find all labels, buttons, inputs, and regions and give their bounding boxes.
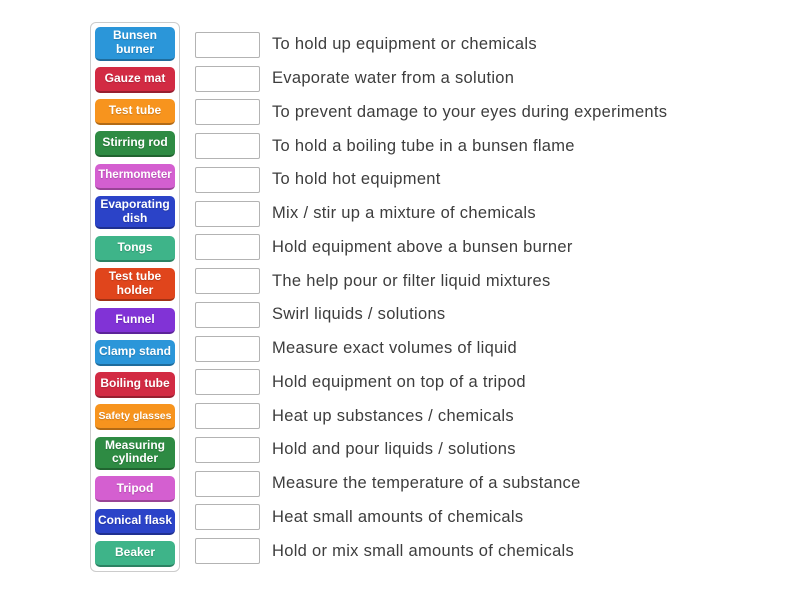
definition-row bbox=[195, 399, 667, 433]
definition-row bbox=[195, 433, 667, 467]
definition-row bbox=[195, 62, 667, 96]
definition-row bbox=[195, 366, 667, 400]
answer-slot[interactable] bbox=[195, 504, 260, 530]
keyword-tile-tripod[interactable] bbox=[95, 476, 175, 502]
definition-text: Hold equipment on top of a tripod bbox=[272, 372, 526, 391]
keyword-label: Safety glasses bbox=[98, 410, 172, 423]
answer-slot[interactable] bbox=[195, 336, 260, 362]
keyword-tile-clamp-stand[interactable] bbox=[95, 340, 175, 366]
keyword-tile-test-tube[interactable] bbox=[95, 99, 175, 125]
keyword-label: Test tube bbox=[108, 103, 162, 118]
definition-text: To hold hot equipment bbox=[272, 170, 441, 189]
keyword-tile-measuring-cylinder[interactable] bbox=[95, 437, 175, 471]
definition-text: To hold up equipment or chemicals bbox=[272, 35, 537, 54]
definition-text: Evaporate water from a solution bbox=[272, 69, 515, 88]
definition-row bbox=[195, 163, 667, 197]
answer-slot[interactable] bbox=[195, 268, 260, 294]
definition-text: To hold a boiling tube in a bunsen flame bbox=[272, 136, 575, 155]
keyword-tile-funnel[interactable] bbox=[95, 308, 175, 334]
definition-row bbox=[195, 28, 667, 62]
keyword-label: Test tube holder bbox=[108, 268, 162, 297]
keyword-tile-gauze-mat[interactable] bbox=[95, 67, 175, 93]
answer-slot[interactable] bbox=[195, 403, 260, 429]
keyword-label: Bunsen burner bbox=[112, 28, 157, 56]
keyword-tile-thermometer[interactable] bbox=[95, 164, 175, 190]
definition-row bbox=[195, 129, 667, 163]
answer-slot[interactable] bbox=[195, 201, 260, 227]
keyword-tile-evaporating-dish[interactable] bbox=[95, 196, 175, 230]
definition-text: Heat small amounts of chemicals bbox=[272, 507, 524, 526]
answer-slot[interactable] bbox=[195, 234, 260, 260]
keyword-label: Stirring rod bbox=[102, 135, 168, 150]
definition-row bbox=[195, 96, 667, 130]
answer-slot[interactable] bbox=[195, 32, 260, 58]
definition-row bbox=[195, 197, 667, 231]
definition-text: Measure exact volumes of liquid bbox=[272, 339, 517, 358]
keyword-tile-test-tube-holder[interactable] bbox=[95, 268, 175, 302]
keyword-label: Clamp stand bbox=[98, 343, 171, 358]
answer-slot[interactable] bbox=[195, 369, 260, 395]
definition-text: Mix / stir up a mixture of chemicals bbox=[272, 204, 536, 223]
keyword-label: Tripod bbox=[116, 480, 154, 495]
keyword-tile-bunsen-burner[interactable] bbox=[95, 27, 175, 61]
keyword-label: Funnel bbox=[115, 311, 155, 326]
definition-row bbox=[195, 298, 667, 332]
keyword-label: Gauze mat bbox=[104, 70, 166, 85]
answer-slot[interactable] bbox=[195, 437, 260, 463]
keyword-tile-safety-glasses[interactable] bbox=[95, 404, 175, 430]
definition-row bbox=[195, 264, 667, 298]
definition-text: Hold equipment above a bunsen burner bbox=[272, 237, 573, 256]
keyword-label: Measuring cylinder bbox=[104, 437, 165, 466]
keyword-tile-boiling-tube[interactable] bbox=[95, 372, 175, 398]
keyword-label: Conical flask bbox=[97, 512, 173, 527]
answer-slot[interactable] bbox=[195, 302, 260, 328]
keyword-label: Boiling tube bbox=[100, 376, 170, 391]
definition-row bbox=[195, 534, 667, 568]
definitions-list bbox=[195, 28, 667, 568]
definition-row bbox=[195, 467, 667, 501]
definition-text: Hold and pour liquids / solutions bbox=[272, 440, 516, 459]
keyword-label: Tongs bbox=[117, 239, 153, 254]
answer-slot[interactable] bbox=[195, 133, 260, 159]
keyword-tile-conical-flask[interactable] bbox=[95, 509, 175, 535]
definition-text: The help pour or filter liquid mixtures bbox=[272, 271, 551, 290]
definition-row bbox=[195, 231, 667, 265]
keyword-tile-stirring-rod[interactable] bbox=[95, 131, 175, 157]
answer-slot[interactable] bbox=[195, 471, 260, 497]
answer-slot[interactable] bbox=[195, 99, 260, 125]
definition-row bbox=[195, 332, 667, 366]
answer-slot[interactable] bbox=[195, 167, 260, 193]
answer-slot[interactable] bbox=[195, 66, 260, 92]
definition-row bbox=[195, 501, 667, 535]
keyword-label: Beaker bbox=[114, 544, 156, 559]
definition-text: Heat up substances / chemicals bbox=[272, 406, 514, 425]
definition-text: Measure the temperature of a substance bbox=[272, 474, 581, 493]
keywords-panel bbox=[90, 22, 180, 572]
definition-text: To prevent damage to your eyes during experiments bbox=[272, 102, 668, 121]
keyword-label: Thermometer bbox=[98, 168, 172, 181]
definition-text: Hold or mix small amounts of chemicals bbox=[272, 541, 575, 560]
answer-slot[interactable] bbox=[195, 538, 260, 564]
keyword-tile-beaker[interactable] bbox=[95, 541, 175, 567]
keyword-tile-tongs[interactable] bbox=[95, 236, 175, 262]
keyword-label: Evaporating dish bbox=[100, 196, 170, 225]
definition-text: Swirl liquids / solutions bbox=[272, 305, 446, 324]
